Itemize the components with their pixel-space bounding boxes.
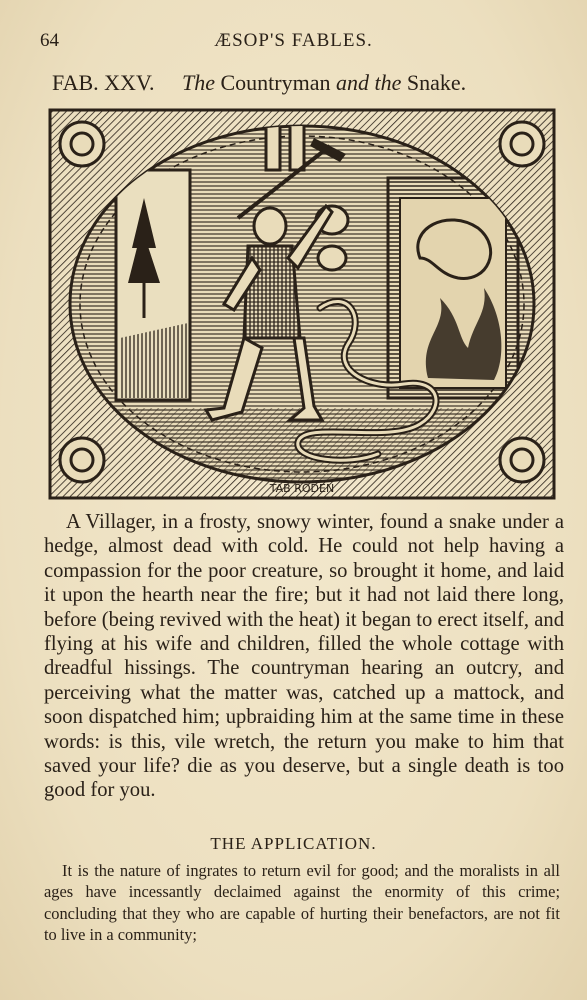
application-paragraph: It is the nature of ingrates to return evil for good; and the moralists in all ages have incessantly declaimed against the enormity of this crime; concluding that they who are capable of hurting their benefactors, are not fit to live in a community; — [44, 861, 560, 944]
fable-body — [44, 510, 564, 803]
corner-rosette-top-right — [500, 122, 544, 166]
running-header — [40, 30, 547, 56]
corner-rosette-top-left — [60, 122, 104, 166]
page-number: 64 — [40, 30, 59, 51]
engraver-signature: TAB RODEN — [269, 482, 335, 495]
fable-title-snake: Snake. — [406, 70, 467, 95]
fable-title-the: The — [182, 70, 215, 95]
corner-rosette-bottom-right — [500, 438, 544, 482]
corner-rosette-bottom-left — [60, 438, 104, 482]
woodcut-illustration — [48, 108, 556, 500]
fable-title-countryman: Countryman — [220, 70, 331, 95]
application-heading: THE APPLICATION. — [210, 834, 377, 853]
fable-title-and-the: and the — [336, 70, 402, 95]
fable-number: FAB. XXV. — [52, 70, 155, 95]
running-title: ÆSOP'S FABLES. — [214, 30, 373, 51]
fable-body-paragraph: A Villager, in a frosty, snowy winter, found a snake under a hedge, almost dead with cold. He could not help having a compassion for the poor creature, so brought it home, and laid it upon the hearth near the fire; but it had not laid there long, before (being revived with the heat) it began to erect itself, and flying at his wife and children, filled the whole cottage with dreadful hissings. The countryman hearing an outcry, and perceiving what the matter was, catched up a mattock, and soon dispatched him; upbraiding him at the same time in these words: is this, vile wretch, the return you make to him that saved your life? die as you deserve, but a single death is too good for you. — [44, 511, 564, 802]
application-body — [44, 860, 560, 945]
fable-title — [52, 70, 547, 96]
